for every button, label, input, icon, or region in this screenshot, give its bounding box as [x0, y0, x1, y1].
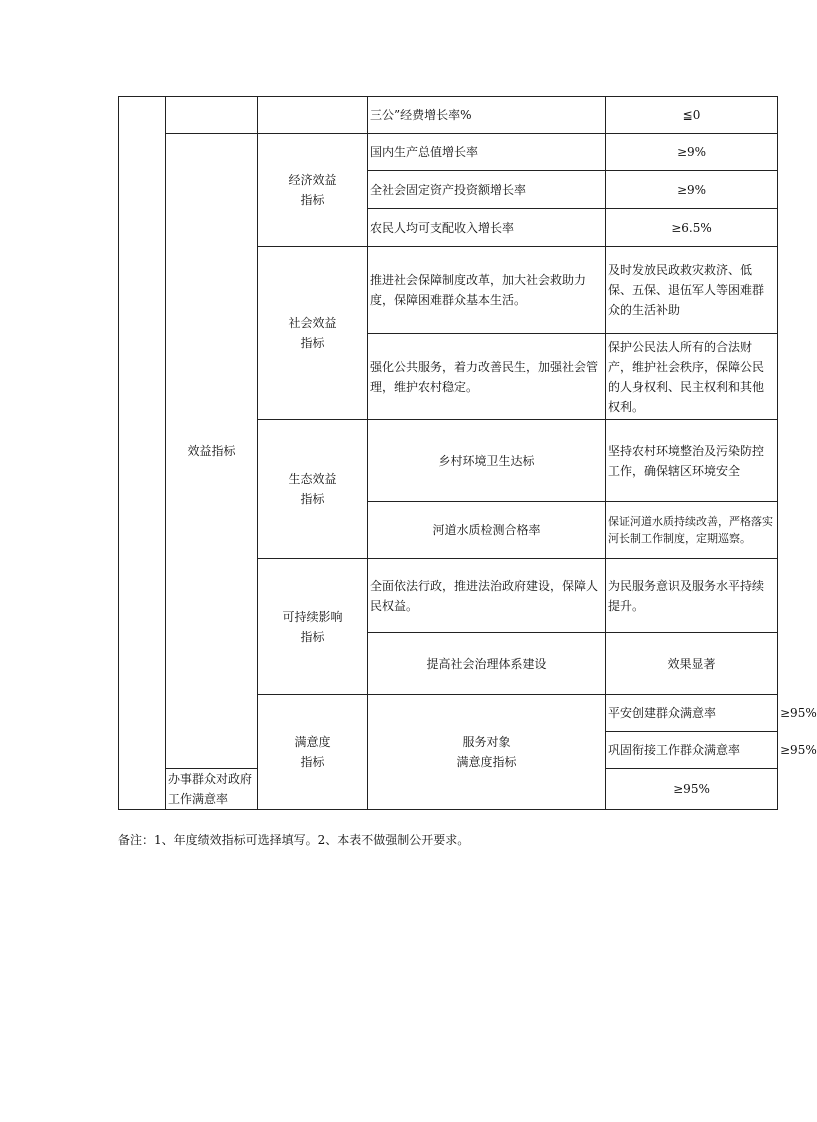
indicator-cell: 农民人均可支配收入增长率 — [368, 209, 606, 247]
indicator-cell: 三公”经费增长率% — [368, 97, 606, 134]
ecological-benefit-label: 生态效益 指标 — [258, 420, 368, 559]
outer-left-cell — [119, 97, 166, 810]
social-benefit-label: 社会效益 指标 — [258, 247, 368, 420]
performance-indicator-table — [118, 96, 817, 810]
indicator-cell: 全社会固定资产投资额增长率 — [368, 171, 606, 209]
footnote: 备注：1、年度绩效指标可选择填写。2、本表不做强制公开要求。 — [118, 833, 470, 847]
value-cell: 保护公民法人所有的合法财产，维护社会秩序，保障公民的人身权利、民主权利和其他权利。 — [606, 334, 778, 420]
indicator-cell: 强化公共服务，着力改善民生，加强社会管理，维护农村稳定。 — [368, 334, 606, 420]
indicator-cell: 推进社会保障制度改革，加大社会救助力度，保障困难群众基本生活。 — [368, 247, 606, 334]
indicator-cell: 提高社会治理体系建设 — [368, 633, 606, 695]
empty-cell — [258, 97, 368, 134]
value-cell: 为民服务意识及服务水平持续提升。 — [606, 559, 778, 633]
value-cell: 保证河道水质持续改善，严格落实河长制工作制度，定期巡察。 — [606, 502, 778, 559]
sustainable-impact-label: 可持续影响 指标 — [258, 559, 368, 695]
indicator-cell: 河道水质检测合格率 — [368, 502, 606, 559]
value-cell: 及时发放民政救灾救济、低保、五保、退伍军人等困难群众的生活补助 — [606, 247, 778, 334]
value-cell: 效果显著 — [606, 633, 778, 695]
value-cell: ≥6.5% — [606, 209, 778, 247]
value-cell: ≥9% — [606, 171, 778, 209]
benefit-indicator-label: 效益指标 — [166, 134, 258, 769]
economic-benefit-label: 经济效益 指标 — [258, 134, 368, 247]
satisfaction-indicator-label: 满意度 指标 — [258, 695, 368, 810]
indicator-cell: 平安创建群众满意率 — [606, 695, 778, 732]
table-row: 巩固衔接工作群众满意率 ≥95% — [119, 732, 778, 769]
empty-cell — [166, 97, 258, 134]
value-cell: ≦0 — [606, 97, 778, 134]
table-row — [119, 97, 778, 134]
indicator-cell: 国内生产总值增长率 — [368, 134, 606, 171]
service-target-satisfaction-label: 服务对象 满意度指标 — [368, 695, 606, 810]
indicator-cell: 全面依法行政，推进法治政府建设，保障人民权益。 — [368, 559, 606, 633]
indicator-cell: 巩固衔接工作群众满意率 — [606, 732, 778, 769]
value-cell: 坚持农村环境整治及污染防控工作，确保辖区环境安全 — [606, 420, 778, 502]
indicator-cell: 办事群众对政府工作满意率 — [166, 769, 258, 810]
value-cell: ≥95% — [606, 769, 778, 810]
indicator-cell: 乡村环境卫生达标 — [368, 420, 606, 502]
table-row — [119, 134, 778, 171]
value-cell: ≥9% — [606, 134, 778, 171]
table-row: 满意度 指标 服务对象 满意度指标 平安创建群众满意率 ≥95% — [119, 695, 778, 732]
